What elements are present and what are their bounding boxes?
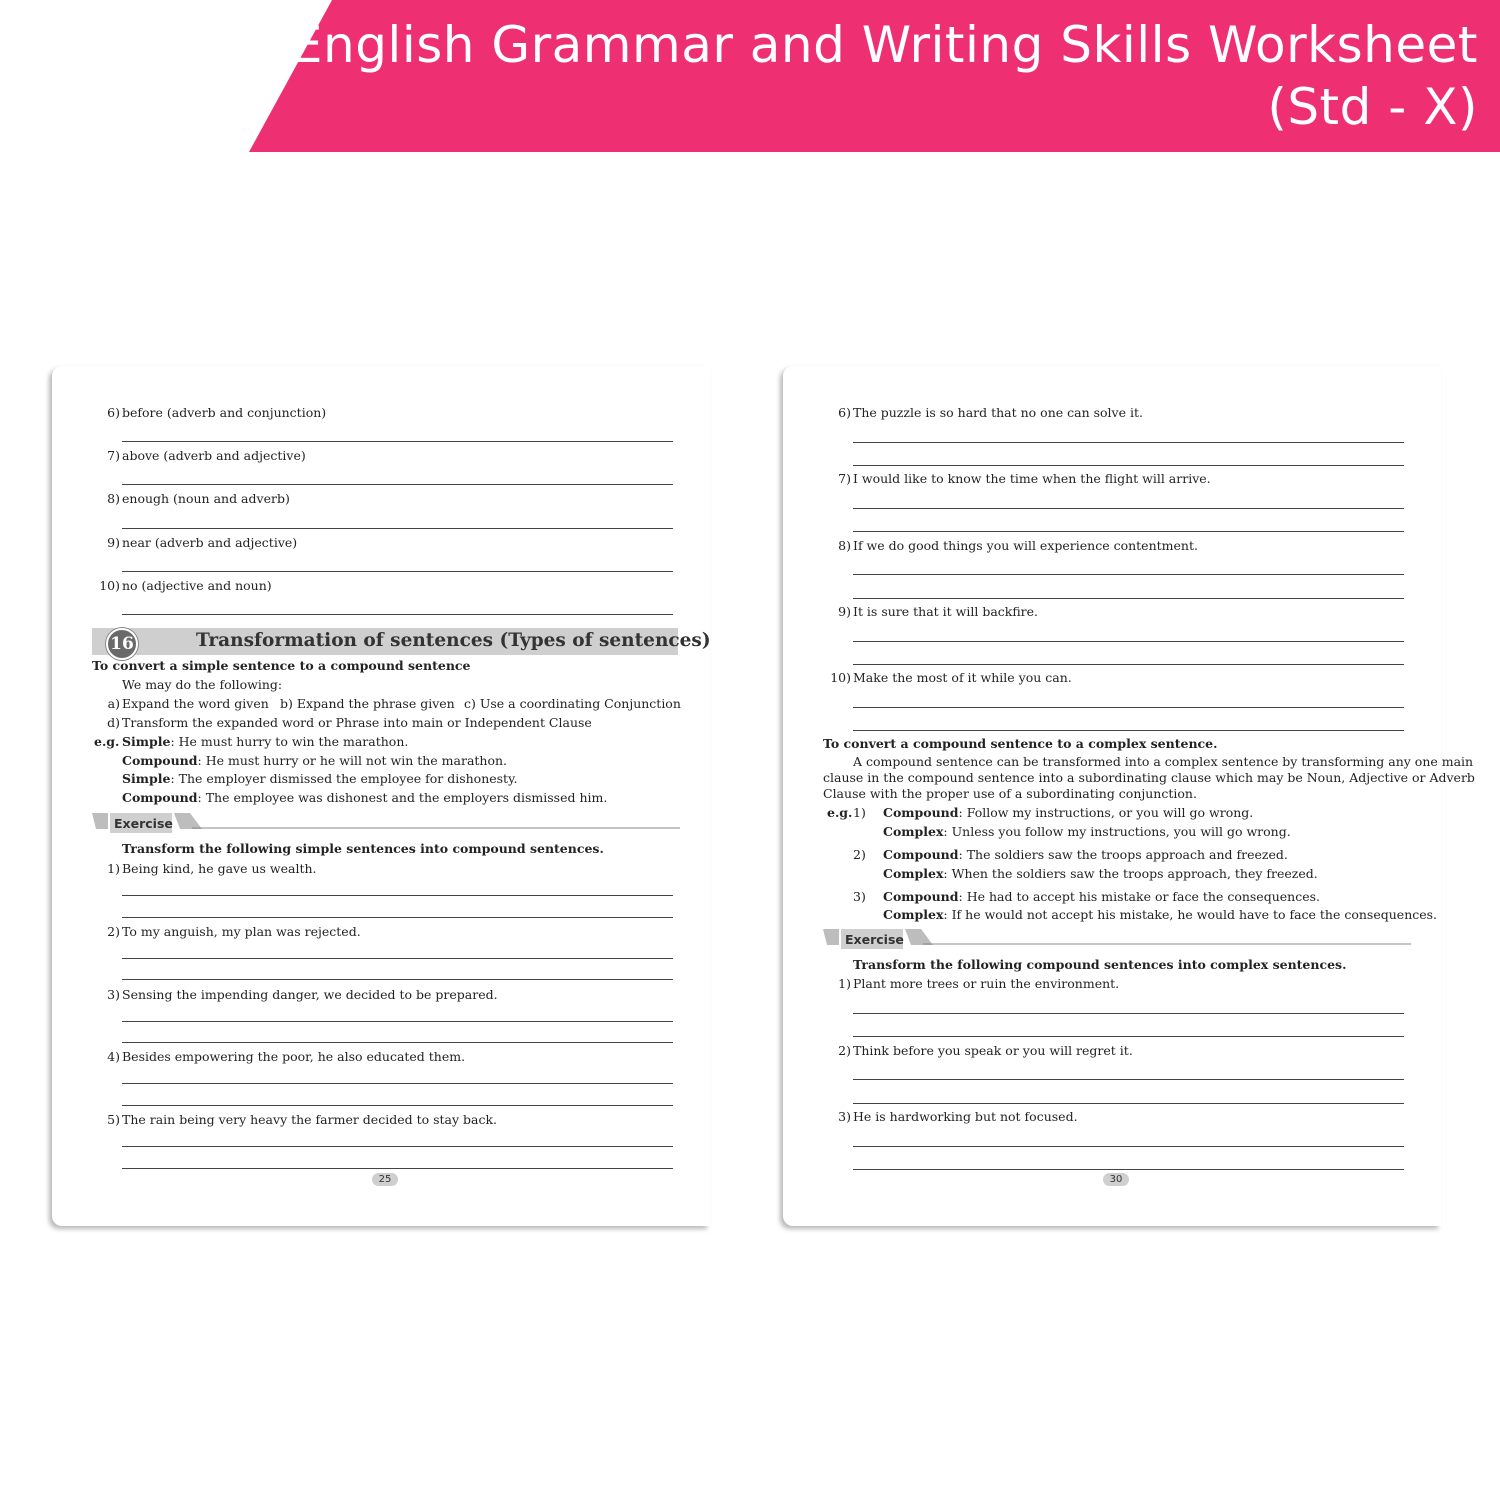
section-number: 16 xyxy=(106,628,138,660)
example-kind: Complex xyxy=(883,866,944,881)
example-text: : Follow my instructions, or you will go wrong. xyxy=(958,805,1254,820)
item-number: 10) xyxy=(99,578,120,593)
answer-line xyxy=(853,442,1404,443)
answer-line xyxy=(122,1105,673,1106)
item-number: 5) xyxy=(107,1112,120,1127)
example-line xyxy=(883,805,1253,821)
answer-line xyxy=(122,1168,673,1169)
item-number: 4) xyxy=(107,1049,120,1064)
answer-line xyxy=(122,614,673,615)
step-text: b) Expand the phrase given xyxy=(280,696,455,711)
answer-line xyxy=(122,441,673,442)
item-number: 3) xyxy=(838,1109,851,1124)
title-banner xyxy=(0,0,1500,152)
answer-line xyxy=(853,1079,1404,1080)
section-title: Transformation of sentences (Types of sentences) xyxy=(196,630,711,651)
item-number: 7) xyxy=(107,448,120,463)
example-text: : He must hurry or he will not win the marathon. xyxy=(197,753,508,768)
answer-line xyxy=(853,1169,1404,1170)
exercise-instruction: Transform the following compound sentences into complex sentences. xyxy=(853,957,1347,972)
item-number: 2) xyxy=(107,924,120,939)
item-text: above (adverb and adjective) xyxy=(122,448,306,463)
item-text: Make the most of it while you can. xyxy=(853,670,1072,685)
example-text: : If he would not accept his mistake, he would have to face the consequences. xyxy=(943,907,1438,922)
example-text: : The employer dismissed the employee for dishonesty. xyxy=(170,771,518,786)
step-text: Expand the word given xyxy=(122,696,269,711)
item-number: 7) xyxy=(838,471,851,486)
banner-title xyxy=(291,14,1478,138)
example-text: : He had to accept his mistake or face the consequences. xyxy=(958,889,1320,904)
item-text: near (adverb and adjective) xyxy=(122,535,298,550)
item-text: The puzzle is so hard that no one can solve it. xyxy=(853,405,1143,420)
intro-text: We may do the following: xyxy=(122,677,283,692)
paragraph-line: clause in the compound sentence into a subordinating clause which may be Noun, Adjective or Adverb xyxy=(823,770,1475,785)
item-number: 8) xyxy=(107,491,120,506)
item-text: The rain being very heavy the farmer decided to stay back. xyxy=(122,1112,498,1127)
worksheet-page-right xyxy=(783,366,1475,1226)
step-label: a) xyxy=(107,696,120,711)
item-text: If we do good things you will experience contentment. xyxy=(853,538,1198,553)
example-kind: Compound xyxy=(122,790,198,805)
example-kind: Compound xyxy=(883,889,959,904)
item-text: before (adverb and conjunction) xyxy=(122,405,327,420)
banner-title-line1: English Grammar and Writing Skills Worksheet xyxy=(290,16,1478,74)
answer-line xyxy=(122,958,673,959)
example-text: : When the soldiers saw the troops approach, they freezed. xyxy=(943,866,1318,881)
answer-line xyxy=(122,1042,673,1043)
example-text: : Unless you follow my instructions, you will go wrong. xyxy=(943,824,1291,839)
item-number: 1) xyxy=(838,976,851,991)
item-text: enough (noun and adverb) xyxy=(122,491,290,506)
answer-line xyxy=(853,641,1404,642)
worksheet-page-left xyxy=(52,366,710,1226)
example-line xyxy=(122,753,507,769)
answer-line xyxy=(853,1036,1404,1037)
section-heading xyxy=(92,628,711,655)
item-number: 2) xyxy=(838,1043,851,1058)
example-line xyxy=(122,734,408,750)
answer-line xyxy=(853,730,1404,731)
answer-line xyxy=(853,531,1404,532)
item-number: 9) xyxy=(838,604,851,619)
example-text: : The employee was dishonest and the employers dismissed him. xyxy=(197,790,608,805)
answer-line xyxy=(122,895,673,896)
exercise-tab-shape xyxy=(823,929,1411,951)
example-line xyxy=(122,790,607,806)
example-line xyxy=(883,847,1288,863)
answer-line xyxy=(853,664,1404,665)
example-text: : He must hurry to win the marathon. xyxy=(170,734,409,749)
example-kind: Simple xyxy=(122,771,171,786)
item-number: 3) xyxy=(107,987,120,1002)
answer-line xyxy=(853,598,1404,599)
answer-line xyxy=(853,1103,1404,1104)
answer-line xyxy=(853,707,1404,708)
answer-line xyxy=(853,508,1404,509)
paragraph-line: A compound sentence can be transformed into a complex sentence by transforming any one main xyxy=(853,754,1474,769)
example-kind: Simple xyxy=(122,734,171,749)
item-text: no (adjective and noun) xyxy=(122,578,272,593)
item-number: 1) xyxy=(107,861,120,876)
exercise-header xyxy=(92,813,680,835)
answer-line xyxy=(853,1146,1404,1147)
answer-line xyxy=(122,1021,673,1022)
answer-line xyxy=(122,917,673,918)
item-number: 6) xyxy=(838,405,851,420)
banner-title-line2: (Std - X) xyxy=(1267,78,1478,136)
item-text: He is hardworking but not focused. xyxy=(853,1109,1078,1124)
item-text: Sensing the impending danger, we decided to be prepared. xyxy=(122,987,498,1002)
step-text: c) Use a coordinating Conjunction xyxy=(464,696,681,711)
answer-line xyxy=(853,574,1404,575)
item-text: Plant more trees or ruin the environment. xyxy=(853,976,1120,991)
example-line xyxy=(883,889,1320,905)
exercise-tab-shape xyxy=(92,813,680,835)
answer-line xyxy=(853,465,1404,466)
paragraph-line: Clause with the proper use of a subordinating conjunction. xyxy=(823,786,1197,801)
exercise-label: Exercise xyxy=(114,816,173,831)
example-kind: Compound xyxy=(883,847,959,862)
example-number: 3) xyxy=(853,889,866,904)
example-line xyxy=(883,824,1291,840)
eg-label: e.g. xyxy=(827,805,853,820)
subheading: To convert a simple sentence to a compound sentence xyxy=(92,658,471,673)
example-number: 1) xyxy=(853,805,866,820)
exercise-label: Exercise xyxy=(845,932,904,947)
item-text: It is sure that it will backfire. xyxy=(853,604,1039,619)
step-label: d) xyxy=(107,715,120,730)
answer-line xyxy=(122,484,673,485)
eg-label: e.g. xyxy=(94,734,120,749)
example-line xyxy=(883,907,1437,923)
page-number: 30 xyxy=(1103,1173,1129,1186)
example-kind: Complex xyxy=(883,824,944,839)
item-text: Being kind, he gave us wealth. xyxy=(122,861,317,876)
answer-line xyxy=(122,979,673,980)
example-number: 2) xyxy=(853,847,866,862)
example-kind: Complex xyxy=(883,907,944,922)
subheading: To convert a compound sentence to a complex sentence. xyxy=(823,736,1218,751)
answer-line xyxy=(853,1013,1404,1014)
answer-line xyxy=(122,1146,673,1147)
item-text: I would like to know the time when the flight will arrive. xyxy=(853,471,1211,486)
answer-line xyxy=(122,528,673,529)
exercise-instruction: Transform the following simple sentences into compound sentences. xyxy=(122,841,604,856)
answer-line xyxy=(122,1083,673,1084)
exercise-header xyxy=(823,929,1411,951)
example-text: : The soldiers saw the troops approach and freezed. xyxy=(958,847,1288,862)
item-number: 8) xyxy=(838,538,851,553)
item-number: 10) xyxy=(830,670,851,685)
answer-line xyxy=(122,571,673,572)
item-text: Think before you speak or you will regret it. xyxy=(853,1043,1133,1058)
example-line xyxy=(122,771,517,787)
example-kind: Compound xyxy=(122,753,198,768)
item-text: To my anguish, my plan was rejected. xyxy=(122,924,361,939)
page-number: 25 xyxy=(372,1173,398,1186)
example-line xyxy=(883,866,1318,882)
step-text: Transform the expanded word or Phrase into main or Independent Clause xyxy=(122,715,592,730)
example-kind: Compound xyxy=(883,805,959,820)
item-number: 6) xyxy=(107,405,120,420)
item-number: 9) xyxy=(107,535,120,550)
item-text: Besides empowering the poor, he also educated them. xyxy=(122,1049,466,1064)
